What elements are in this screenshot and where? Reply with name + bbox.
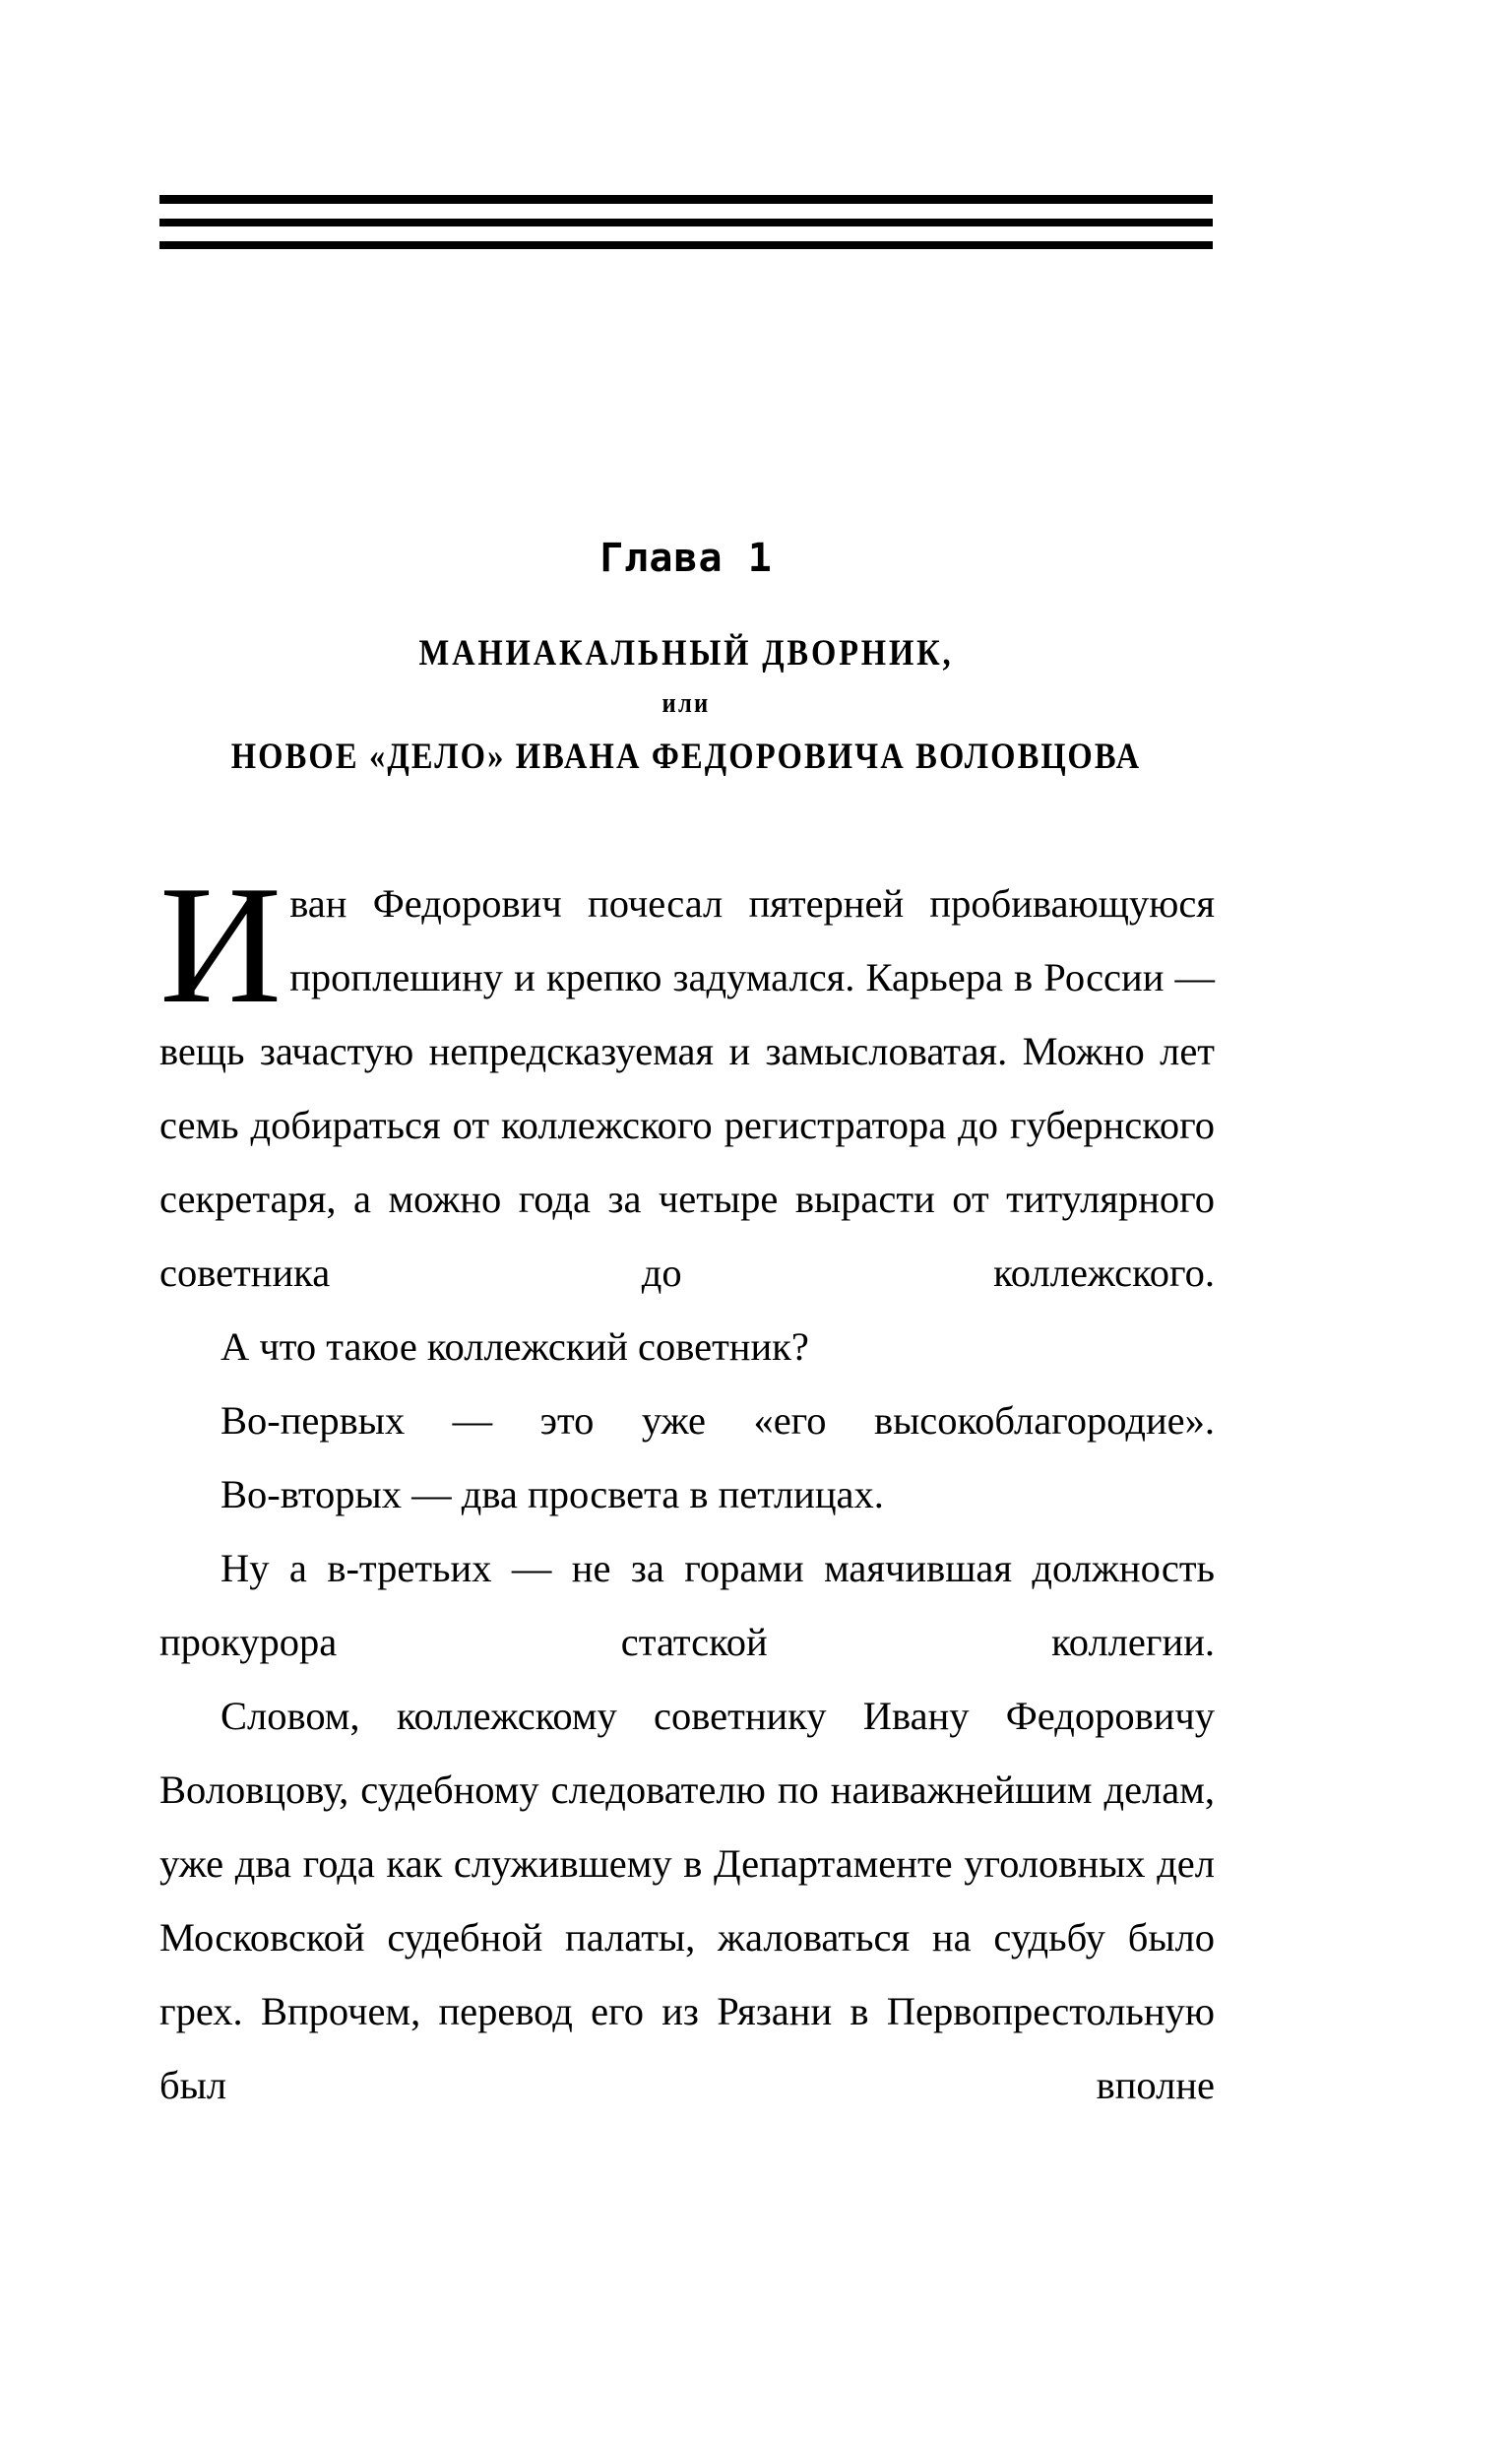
- chapter-heading: [159, 537, 1213, 781]
- paragraph-3: Во-первых — это уже «его высокоблагородие».: [220, 1398, 1215, 1443]
- divider-rule-2: [159, 219, 1213, 226]
- divider-gap-1: [159, 204, 1213, 219]
- body-text: [159, 852, 1215, 2122]
- chapter-title-line-3: НОВОЕ «ДЕЛО» ИВАНА ФЕДОРОВИЧА ВОЛОВЦОВА: [230, 737, 1142, 778]
- divider-rule-1: [159, 195, 1213, 204]
- chapter-title-line-1: МАНИАКАЛЬНЫЙ ДВОРНИК,: [418, 633, 954, 674]
- chapter-number: Глава 1: [599, 536, 773, 581]
- paragraph-1: Иван Федорович почесал пятерней пробивающуюся проплешину и крепко задумался. Карьера в России — вещь зачастую непредсказуемая и замысловатая. Можно лет семь добираться от коллежского регистратора до губернского секретаря, а можно года за четыре вырасти от титулярного советника до коллежского.: [159, 852, 1215, 1295]
- chapter-title-line-2: или: [662, 688, 711, 720]
- paragraph-2: А что такое коллежский советник?: [220, 1324, 809, 1369]
- triple-rule-divider: [159, 195, 1213, 249]
- divider-gap-2: [159, 226, 1213, 241]
- paragraph-6: Словом, коллежскому советнику Ивану Федоровичу Воловцову, судебному следователю по наиважнейшим делам, уже два года как служившему в Департаменте уголовных дел Московской судебной палаты, жаловаться на судьбу было грех. Впрочем, перевод его из Рязани в Первопрестольную был вполне: [159, 1694, 1215, 2107]
- divider-rule-3: [159, 241, 1213, 249]
- paragraph-4: Во-вторых — два просвета в петлицах.: [220, 1472, 884, 1516]
- paragraph-5: Ну а в-третьих — не за горами маячившая должность прокурора статской коллегии.: [159, 1546, 1215, 1664]
